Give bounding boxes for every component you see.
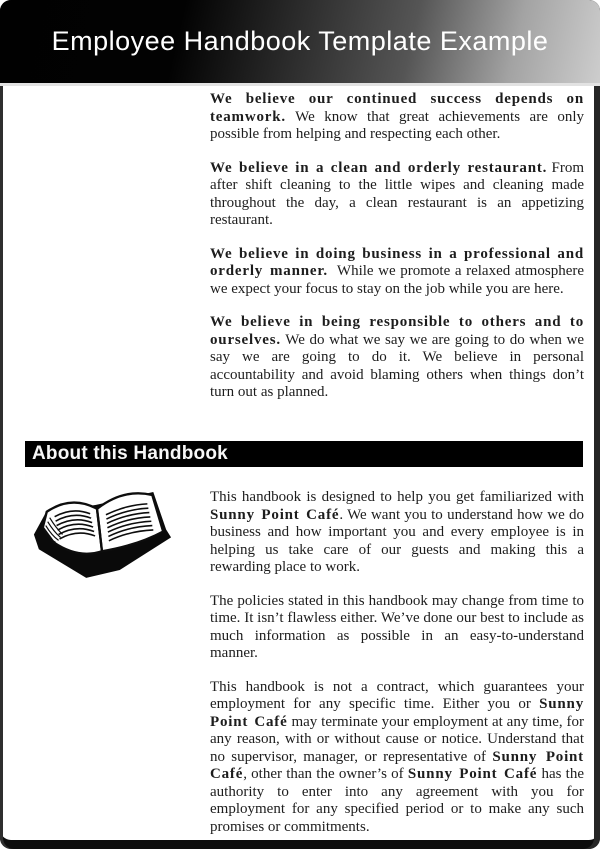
about-paragraph xyxy=(210,489,584,577)
text-segment: We believe in doing business in a professional and orderly manner. xyxy=(210,245,584,279)
text-segment: Sunny Point Café xyxy=(210,506,340,523)
text-segment: . We want you to understand how we do business and how important you and every employee is in helping us take care of our guests and making this a rewarding place to work. xyxy=(210,506,584,575)
section-heading: About this Handbook xyxy=(32,443,228,464)
text-segment: While we promote a relaxed atmosphere we expect your focus to stay on the job while you are here. xyxy=(210,263,584,297)
text-segment: Sunny Point Café xyxy=(407,766,538,782)
open-book-image xyxy=(27,480,175,584)
text-segment: This handbook is not a contract, which guarantees your employment for any specific time. Either you or xyxy=(210,678,584,712)
about-paragraph xyxy=(210,593,584,663)
title-banner xyxy=(0,0,600,86)
text-segment: We believe our continued success depends on teamwork. xyxy=(210,91,584,125)
section-heading-bar xyxy=(25,441,583,467)
belief-paragraph xyxy=(210,246,584,299)
beliefs-section xyxy=(210,91,584,418)
text-segment: Sunny Point Café xyxy=(210,696,584,730)
open-book-icon xyxy=(27,480,175,584)
text-segment: Sunny Point Café xyxy=(210,748,584,782)
page-title: Employee Handbook Template Example xyxy=(51,26,549,56)
belief-paragraph xyxy=(210,160,584,230)
text-segment: From after shift cleaning to the little wipes and cleaning made throughout the day, a clean restaurant is an appetizing restaurant. xyxy=(210,159,584,228)
text-segment: The policies stated in this handbook may change from time to time. It isn’t flawless either. We’ve done our best to include as much information as possible in an easy-to-understand manner. xyxy=(210,592,584,661)
about-paragraph xyxy=(210,679,584,837)
text-segment: has the authority to enter into any agreement with you for employment for any specified period or to make any such promises or commitments. xyxy=(210,766,585,835)
about-section xyxy=(210,489,584,849)
text-segment: may terminate your employment at any time, for any reason, with or without cause or notice. Understand that no supervisor, manager, or representative of xyxy=(210,713,584,765)
text-segment: We believe in a clean and orderly restaurant. xyxy=(210,159,548,176)
text-segment: , other than the owner’s of xyxy=(243,766,408,782)
belief-paragraph xyxy=(210,91,584,144)
text-segment: We know that great achievements are only possible from helping and respecting each other. xyxy=(210,108,584,142)
text-segment: We do what we say we are going to do when we say we are going to do it. We believe in personal accountability and avoid blaming others when things don’t turn out as planned. xyxy=(210,331,584,400)
belief-paragraph xyxy=(210,314,584,402)
text-segment: We believe in being responsible to others and to ourselves. xyxy=(210,314,584,348)
text-segment: This handbook is designed to help you get familiarized with xyxy=(210,489,584,505)
